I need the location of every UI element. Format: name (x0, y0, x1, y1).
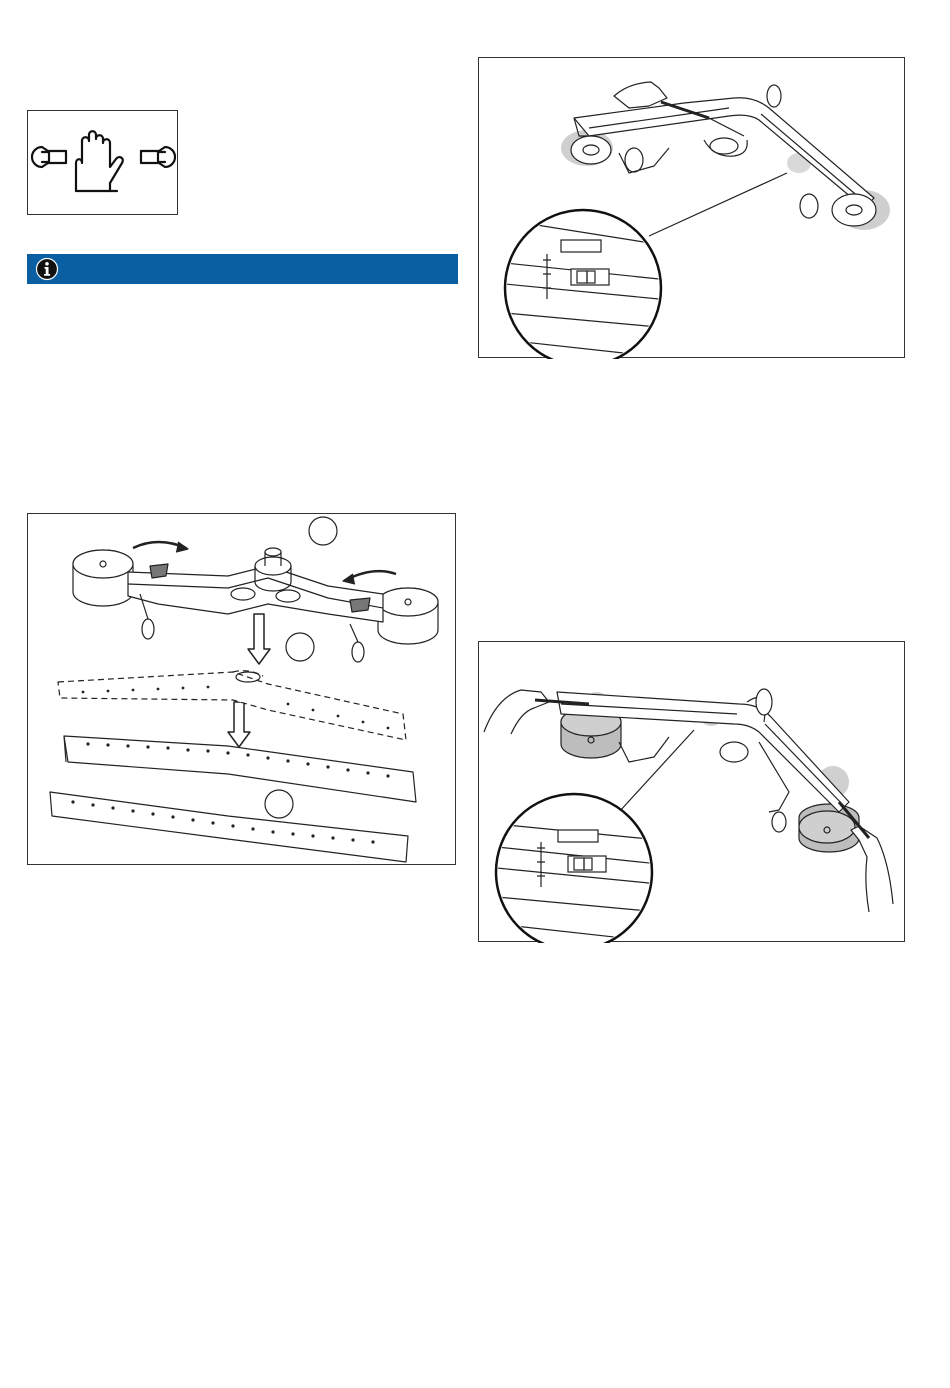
callout-circle-2 (286, 633, 314, 661)
maintenance-pictogram (27, 110, 178, 215)
info-bar (27, 254, 458, 284)
squeegee-illustration-hands (479, 642, 906, 943)
figure-squeegee-blade-removal (27, 513, 456, 865)
callout-circle-1 (309, 517, 337, 545)
wrench-hand-wrench-icon (28, 111, 179, 216)
figure-squeegee-inspection-top (478, 57, 905, 358)
callout-circle-3 (265, 790, 293, 818)
figure-squeegee-inspection-bottom (478, 641, 905, 942)
squeegee-exploded-illustration (28, 514, 457, 866)
info-icon (35, 257, 61, 281)
squeegee-illustration (479, 58, 906, 359)
